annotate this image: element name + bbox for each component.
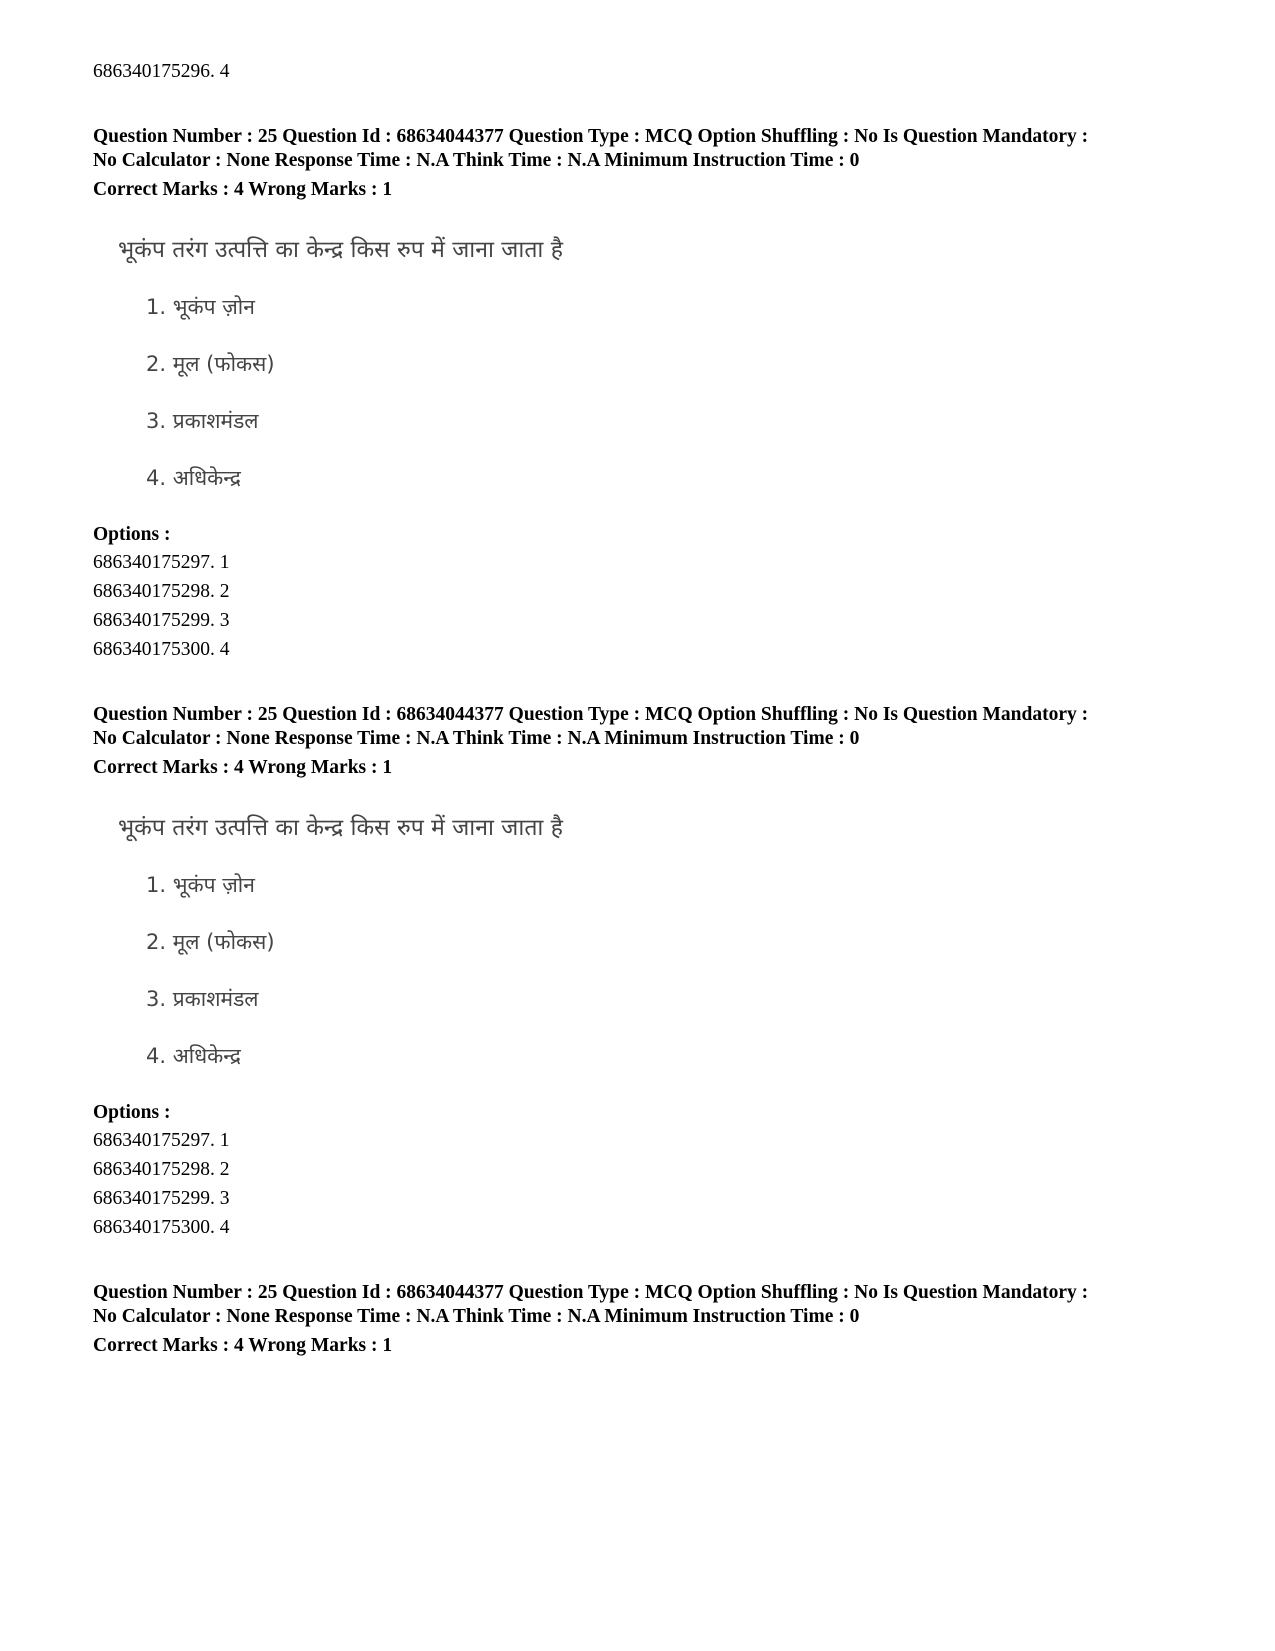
- options-label: Options :: [93, 1102, 171, 1123]
- question-option-2: 2. मूल (फोकस): [146, 352, 275, 376]
- question-image: [115, 813, 635, 1093]
- question-marks: Correct Marks : 4 Wrong Marks : 1: [93, 757, 393, 778]
- question-option-4: 4. अधिकेन्द्र: [146, 466, 241, 490]
- option-line: 686340175297. 1: [93, 552, 230, 573]
- question-option-1: 1. भूकंप ज़ोन: [146, 873, 255, 897]
- option-line: 686340175298. 2: [93, 581, 230, 602]
- option-line: 686340175297. 1: [93, 1130, 230, 1151]
- question-header-line1: Question Number : 25 Question Id : 68634044377 Question Type : MCQ Option Shuffling : No Is Question Mandatory :: [93, 1282, 1089, 1303]
- options-label: Options :: [93, 524, 171, 545]
- question-option-3: 3. प्रकाशमंडल: [146, 409, 259, 433]
- question-option-3: 3. प्रकाशमंडल: [146, 987, 259, 1011]
- option-line: 686340175300. 4: [93, 639, 230, 660]
- option-line: 686340175299. 3: [93, 610, 230, 631]
- question-option-4: 4. अधिकेन्द्र: [146, 1044, 241, 1068]
- previous-option-line: 686340175296. 4: [93, 61, 230, 82]
- option-line: 686340175299. 3: [93, 1188, 230, 1209]
- question-header-line2: No Calculator : None Response Time : N.A Think Time : N.A Minimum Instruction Time : 0: [93, 1306, 860, 1327]
- question-text: भूकंप तरंग उत्पत्ति का केन्द्र किस रुप में जाना जाता है: [118, 237, 563, 263]
- question-header-line2: No Calculator : None Response Time : N.A Think Time : N.A Minimum Instruction Time : 0: [93, 728, 860, 749]
- question-marks: Correct Marks : 4 Wrong Marks : 1: [93, 179, 393, 200]
- question-header-line2: No Calculator : None Response Time : N.A Think Time : N.A Minimum Instruction Time : 0: [93, 150, 860, 171]
- question-header-line1: Question Number : 25 Question Id : 68634044377 Question Type : MCQ Option Shuffling : No Is Question Mandatory :: [93, 704, 1089, 725]
- question-option-2: 2. मूल (फोकस): [146, 930, 275, 954]
- option-line: 686340175300. 4: [93, 1217, 230, 1238]
- option-line: 686340175298. 2: [93, 1159, 230, 1180]
- question-marks: Correct Marks : 4 Wrong Marks : 1: [93, 1335, 393, 1356]
- question-image: [115, 235, 635, 515]
- question-header-line1: Question Number : 25 Question Id : 68634044377 Question Type : MCQ Option Shuffling : No Is Question Mandatory :: [93, 126, 1089, 147]
- question-option-1: 1. भूकंप ज़ोन: [146, 295, 255, 319]
- question-text: भूकंप तरंग उत्पत्ति का केन्द्र किस रुप में जाना जाता है: [118, 815, 563, 841]
